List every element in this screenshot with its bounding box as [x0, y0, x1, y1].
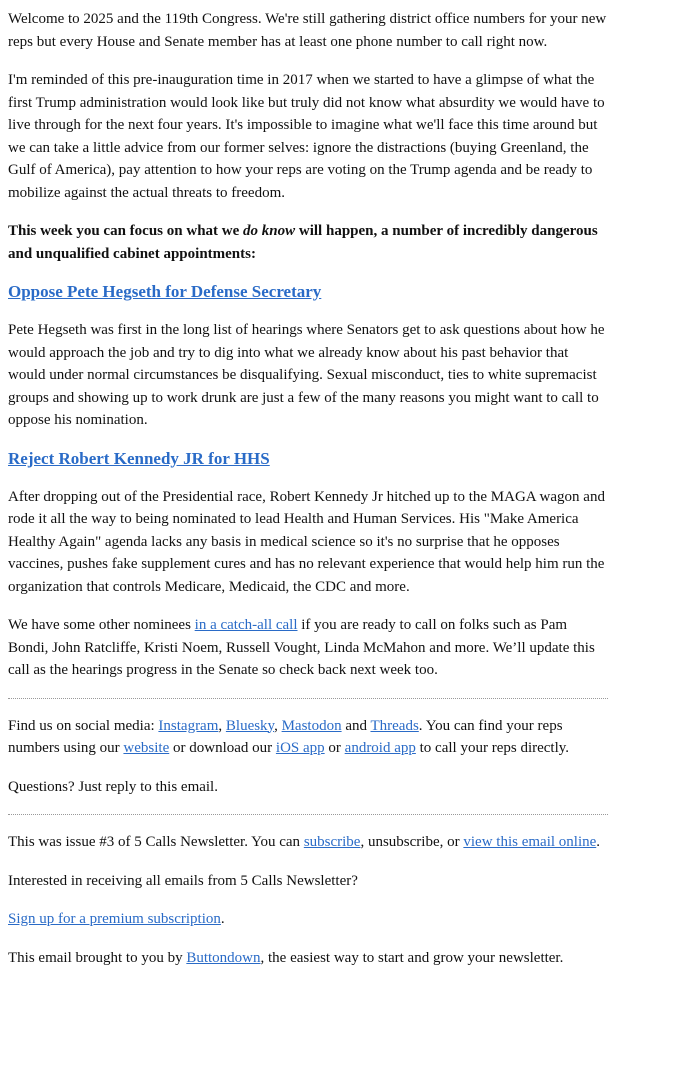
mastodon-link[interactable]: Mastodon — [281, 717, 342, 734]
buttondown-link[interactable]: Buttondown — [186, 949, 261, 966]
other-nominees-text-end: if you are ready to call on folks such as Pam Bondi, John Ratcliffe, Kristi Noem, Russell Vought, Linda McMahon and more. We’ll update this call as the hearings progress in the Senate so check back next week too. — [8, 617, 595, 678]
hegseth-call-link[interactable]: Oppose Pete Hegseth for Defense Secretary — [8, 282, 322, 301]
issue-text-end: . — [596, 834, 601, 850]
section-heading-hegseth — [8, 281, 608, 303]
section-heading-kennedy — [8, 448, 608, 470]
kennedy-call-link[interactable]: Reject Robert Kennedy JR for HHS — [8, 448, 270, 468]
other-nominees-text-start: We have some other nominees — [8, 617, 195, 633]
premium-paragraph — [8, 908, 608, 931]
brought-by-paragraph — [8, 947, 608, 970]
social-separator: , — [218, 717, 226, 734]
email-body — [8, 8, 608, 985]
social-end-text: to call your reps directly. — [415, 740, 570, 756]
focus-text-start: This week you can focus on what we — [8, 223, 244, 239]
focus-emphasis: do know — [243, 223, 296, 239]
focus-paragraph — [8, 220, 608, 265]
intro-paragraph-1: Welcome to 2025 and the 119th Congress. We're still gathering district office numbers for your new reps but every House and Senate member has at least one phone number to call right now. — [8, 11, 607, 50]
social-or-download: or download our — [169, 740, 276, 756]
questions-paragraph: Questions? Just reply to this email. — [8, 778, 218, 795]
premium-end: . — [220, 911, 225, 927]
social-mid-text: . You can find your reps numbers using our — [8, 717, 563, 756]
issue-paragraph — [8, 831, 608, 854]
section-body-kennedy: After dropping out of the Presidential race, Robert Kennedy Jr hitched up to the MAGA wagon and rode it all the way to being nominated to lead Health and Human Services. His "Make America Healthy Again" agenda lacks any basis in medical science so it's no surprise that he opposes vaccines, pushes fake supplement cures and has no relevant experience that would help him run the organization that controls Medicare, Medicaid, the CDC and more. — [8, 488, 605, 595]
social-separator: , — [274, 717, 282, 734]
divider — [8, 814, 608, 815]
social-and: and — [341, 717, 371, 734]
android-app-link[interactable]: android app — [344, 740, 416, 756]
social-paragraph — [8, 715, 608, 760]
premium-subscription-link[interactable]: Sign up for a premium subscription — [8, 911, 221, 927]
bluesky-link[interactable]: Bluesky — [225, 717, 275, 734]
interested-paragraph: Interested in receiving all emails from 5 Calls Newsletter? — [8, 872, 358, 889]
focus-text-end: will happen, a number of incredibly dangerous and unqualified cabinet appointments: — [8, 223, 598, 262]
brought-text-start: This email brought to you by — [8, 949, 187, 966]
section-body-hegseth: Pete Hegseth was first in the long list of hearings where Senators get to ask questions about how he would approach the job and try to dig into what we already know about his past behavior that would under normal circumstances be disqualifying. Sexual misconduct, ties to white supremacist groups and showing up to work drunk are just a few of the many reasons you might want to call to oppose his nomination. — [8, 322, 605, 428]
ios-app-link[interactable]: iOS app — [275, 740, 325, 756]
divider — [8, 698, 608, 699]
issue-text-start: This was issue #3 of 5 Calls Newsletter. You can — [8, 834, 304, 850]
brought-text-end: , the easiest way to start and grow your newsletter. — [260, 949, 564, 966]
issue-text-mid: , unsubscribe, or — [360, 834, 464, 850]
threads-link[interactable]: Threads — [370, 717, 419, 734]
subscribe-link[interactable]: subscribe — [303, 834, 361, 850]
social-or: or — [324, 740, 345, 756]
instagram-link[interactable]: Instagram — [158, 717, 219, 734]
view-online-link[interactable]: view this email online — [463, 834, 597, 850]
social-lead: Find us on social media: — [8, 717, 159, 734]
other-nominees-paragraph — [8, 614, 608, 682]
website-link[interactable]: website — [123, 740, 170, 756]
catch-all-call-link[interactable]: in a catch-all call — [194, 617, 298, 633]
intro-paragraph-2: I'm reminded of this pre-inauguration time in 2017 when we started to have a glimpse of what the first Trump administration would look like but truly did not know what absurdity we would have to live through for the next four years. It's impossible to imagine what we'll face this time around but we can take a little advice from our former selves: ignore the distractions (buying Greenland, the Gulf of America), pay attention to how your reps are voting on the Trump agenda and be ready to mobilize against the actual threats to freedom. — [8, 72, 605, 201]
